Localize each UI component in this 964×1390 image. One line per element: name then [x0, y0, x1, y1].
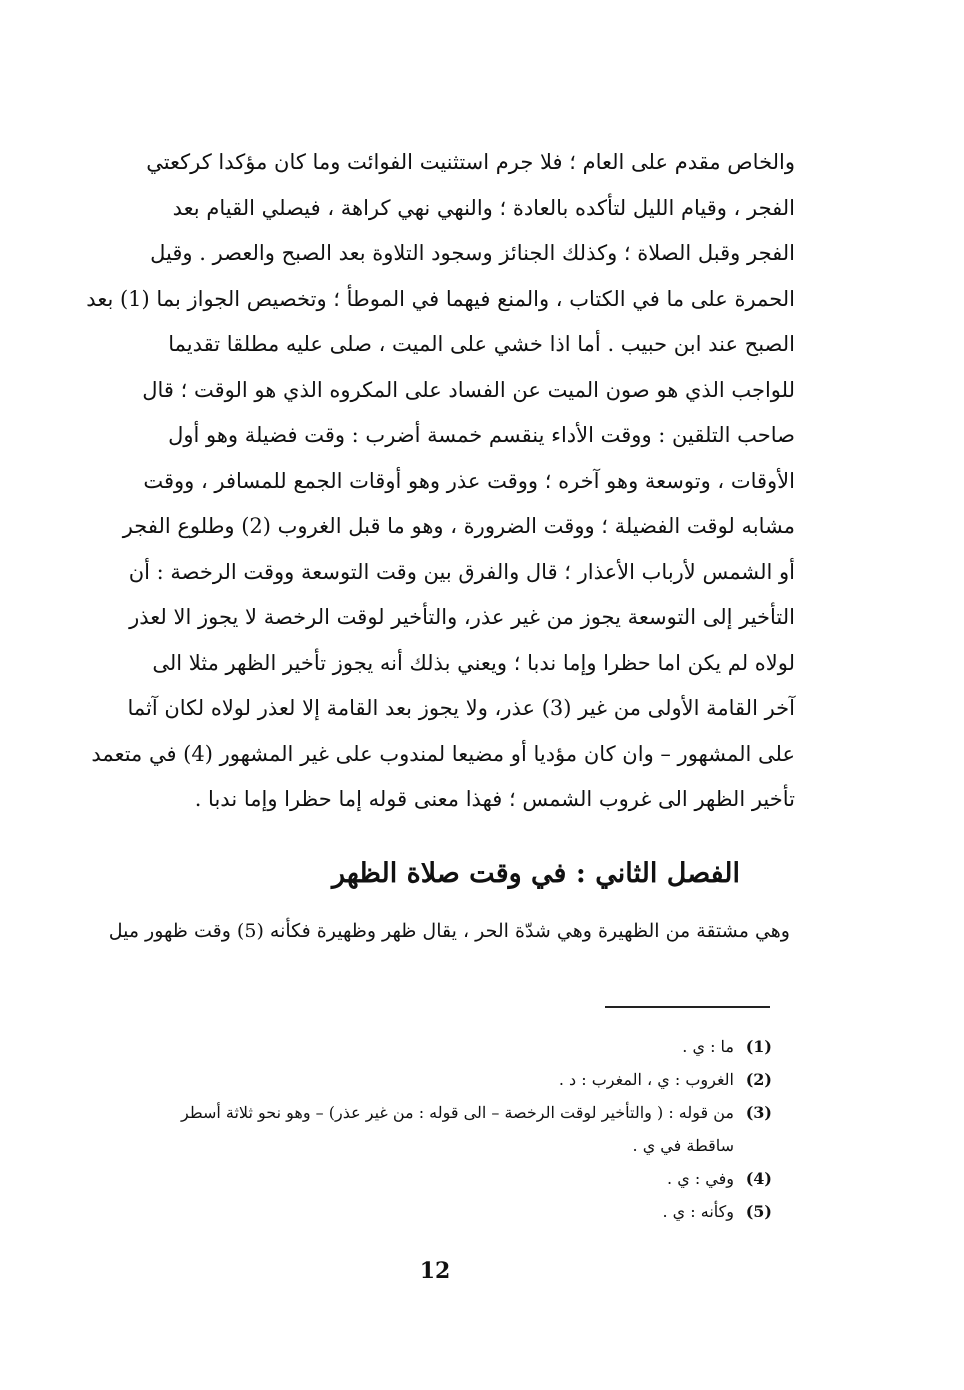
text-line: الفجر ، وقيام الليل لتأكده بالعادة ؛ والنهي نهي كراهة ، فيصلي القيام بعد	[172, 195, 795, 220]
text-line: التأخير إلى التوسعة يجوز من غير عذر، والتأخير لوقت الرخصة لا يجوز الا لعذر	[129, 605, 795, 629]
section-intro-line: وهي مشتقة من الظهيرة وهي شدّة الحر ، يقال ظهر وظهيرة فكأنه (5) وقت ظهور ميل	[108, 920, 790, 942]
footnote-item	[100, 1195, 772, 1228]
text-line: الحمرة على ما في الكتاب ، والمنع فيهما في الموطأ ؛ وتخصيص الجواز بما (1) بعد	[86, 286, 795, 311]
footnote-number: (3)	[745, 1103, 772, 1122]
footnote-item	[100, 1162, 772, 1195]
text-line: لولاه لم يكن اما حظرا وإما ندبا ؛ ويعني بذلك أنه يجوز تأخير الظهر مثلا الى	[152, 650, 795, 675]
text-line: الأوقات ، وتوسعة وهو آخره ؛ ووقت عذر وهو أوقات الجمع للمسافر ، ووقت	[143, 468, 795, 493]
text-line: مشابه لوقت الفضيلة ؛ ووقت الضرورة ، وهو ما قبل الغروب (2) وطلوع الفجر	[122, 514, 795, 538]
footnote-item	[100, 1030, 772, 1063]
text-line: والخاص مقدم على العام ؛ فلا جرم استثنيت الفوائت وما كان مؤكدا كركعتي	[146, 150, 795, 174]
text-line: على المشهور – وان كان مؤديا أو مضيعا لمندوب على غير المشهور (4) في متعمد	[91, 741, 795, 766]
text-line: آخر القامة الأولى من غير (3) عذر، ولا يجوز بعد القامة إلا لعذر لولاه لكان آثما	[127, 696, 795, 720]
footnote-text: وفي : ي .	[667, 1169, 734, 1188]
page-number: 12	[419, 1258, 451, 1284]
footnote-item	[100, 1096, 772, 1129]
footnote-text: الغروب : ي ، المغرب : د .	[558, 1070, 734, 1089]
text-line: للواجب الذي هو صون الميت عن الفساد على المكروه الذي هو الوقت ؛ قال	[142, 377, 795, 402]
footnote-text: من قوله : ( والتأخير لوقت الرخصة – الى قوله : من غير عذر) – وهو نحو ثلاثة أسطر	[181, 1103, 734, 1122]
footnote-number: (4)	[745, 1169, 772, 1188]
footnote-number: (1)	[745, 1037, 772, 1056]
footnote-continuation: ساقطة في ي .	[632, 1136, 734, 1155]
text-line: تأخير الظهر الى غروب الشمس ؛ فهذا معنى قوله إما حظرا وإما ندبا .	[194, 787, 795, 811]
footnotes	[100, 1030, 772, 1228]
footnote-text: وكأنه : ي .	[662, 1202, 734, 1221]
text-line: الصبح عند ابن حبيب . أما اذا خشي على الميت ، صلى عليه مطلقا تقديما	[168, 332, 795, 356]
footnote-item	[100, 1063, 772, 1096]
footnote-text: ما : ي .	[682, 1037, 734, 1056]
text-line: صاحب التلقين : ووقت الأداء ينقسم خمسة أضرب : وقت فضيلة وهو أول	[168, 423, 795, 447]
main-paragraph	[86, 140, 795, 823]
text-line: الفجر وقبل الصلاة ؛ وكذلك الجنائز وسجود التلاوة بعد الصبح والعصر . وقيل	[150, 241, 795, 265]
footnote-number: (5)	[745, 1202, 772, 1221]
footnote-separator	[605, 1006, 770, 1008]
section-heading: الفصل الثاني : في وقت صلاة الظهر	[331, 858, 740, 889]
footnote-number: (2)	[745, 1070, 772, 1089]
text-line: أو الشمس لأرباب الأعذار ؛ قال والفرق بين وقت التوسعة ووقت الرخصة : أن	[128, 559, 795, 584]
